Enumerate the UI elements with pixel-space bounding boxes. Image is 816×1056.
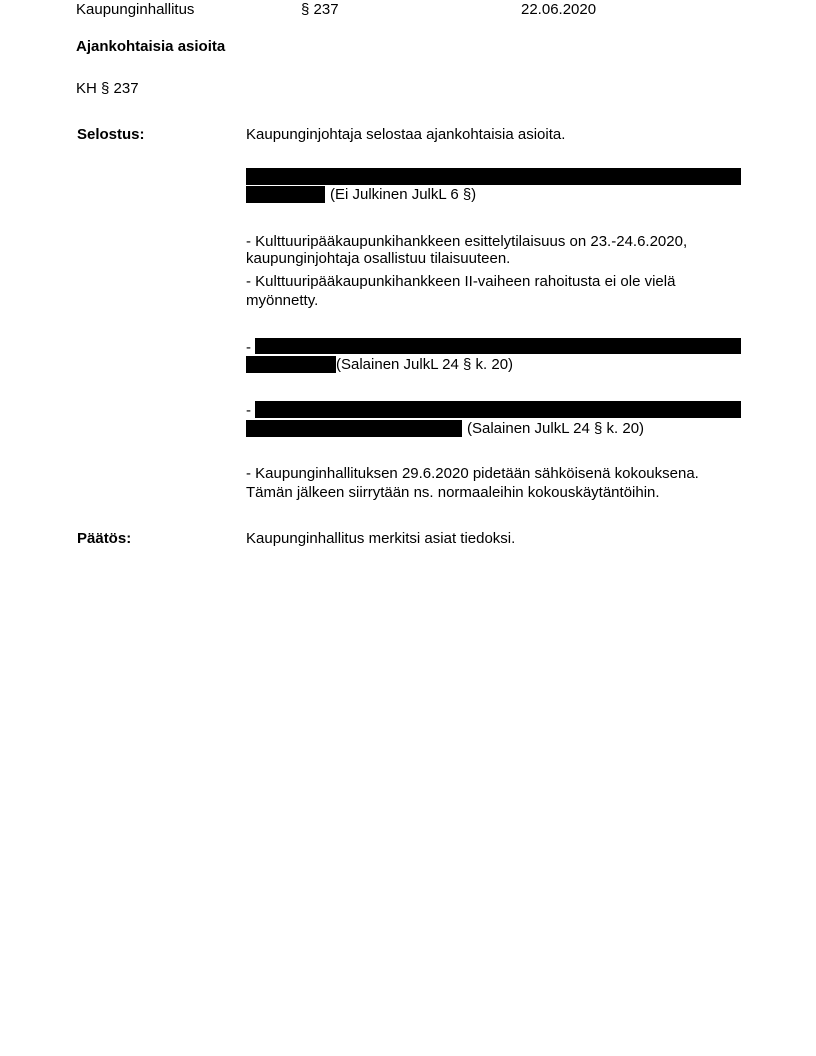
- redaction-bar: [246, 168, 741, 185]
- paatos-text: Kaupunginhallitus merkitsi asiat tiedoksi.: [246, 530, 516, 547]
- bullet-text: kaupunginjohtaja osallistuu tilaisuuteen.: [246, 250, 511, 267]
- header-date: 22.06.2020: [521, 1, 597, 18]
- header-section: § 237: [301, 1, 339, 18]
- page-title: Ajankohtaisia asioita: [76, 38, 226, 55]
- bullet-text: Tämän jälkeen siirrytään ns. normaaleihin kokouskäytäntöihin.: [246, 484, 660, 501]
- redaction-bar: [246, 186, 325, 203]
- header-organ: Kaupunginhallitus: [76, 1, 195, 18]
- selostus-intro: Kaupunginjohtaja selostaa ajankohtaisia asioita.: [246, 126, 566, 143]
- bullet-text: - Kaupunginhallituksen 29.6.2020 pidetään sähköisenä kokouksena.: [246, 465, 699, 482]
- redaction-bar: [246, 420, 462, 437]
- redaction-dash: -: [246, 402, 251, 419]
- paatos-label: Päätös:: [77, 530, 132, 547]
- selostus-label: Selostus:: [77, 126, 145, 143]
- bullet-text: - Kulttuuripääkaupunkihankkeen II-vaiheen rahoitusta ei ole vielä: [246, 273, 676, 290]
- redaction-note: (Ei Julkinen JulkL 6 §): [330, 186, 477, 203]
- redaction-bar: [246, 356, 336, 373]
- bullet-text: - Kulttuuripääkaupunkihankkeen esittelytilaisuus on 23.-24.6.2020,: [246, 233, 688, 250]
- redaction-dash: -: [246, 339, 251, 356]
- redaction-note: (Salainen JulkL 24 § k. 20): [336, 356, 514, 373]
- redaction-bar: [255, 401, 741, 418]
- redaction-bar: [255, 338, 741, 354]
- redaction-note: (Salainen JulkL 24 § k. 20): [467, 420, 645, 437]
- bullet-text: myönnetty.: [246, 292, 319, 309]
- reference: KH § 237: [76, 80, 139, 97]
